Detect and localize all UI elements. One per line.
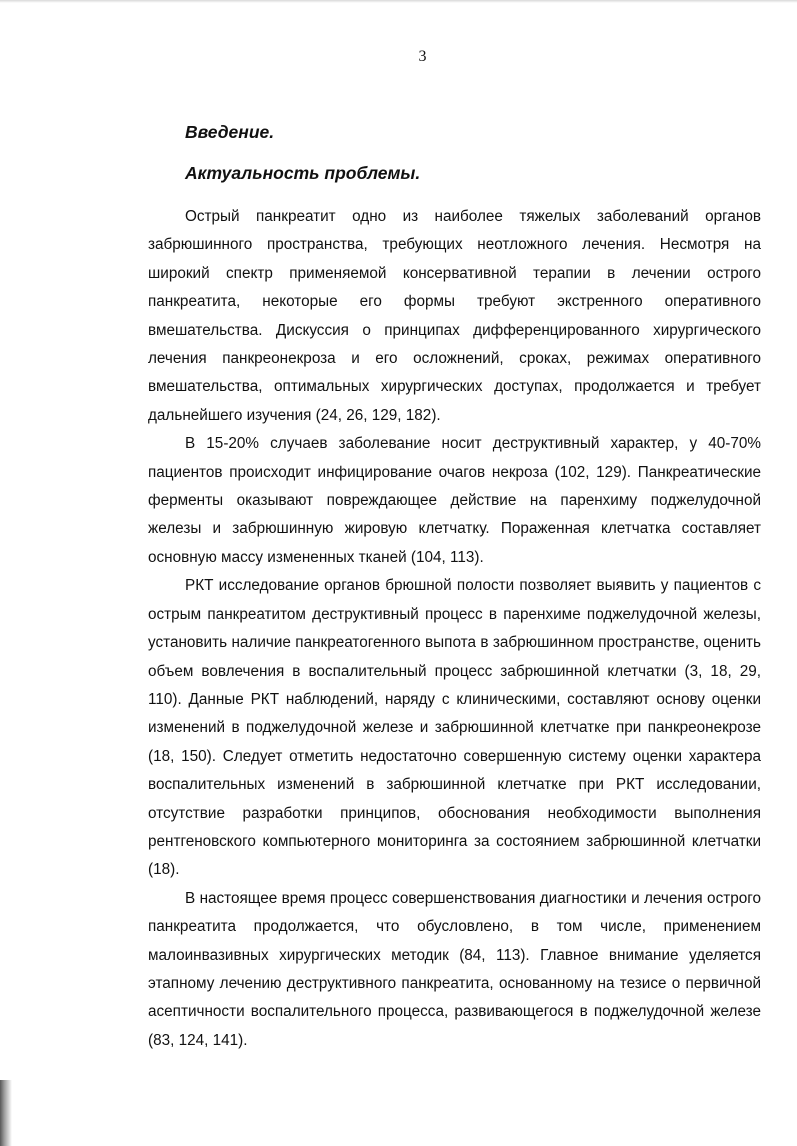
paragraph: В 15-20% случаев заболевание носит деструктивный характер, у 40-70% пациентов происходит инфицирование очагов некроза (102, 129). Панкреатические ферменты оказывают повреждающее действие на паренхиму поджелудочной железы и забрюшинную жировую клетчатку. Пораженная клетчатка составляет основную массу измененных тканей (104, 113). <box>148 435 761 566</box>
paragraph: В настоящее время процесс совершенствования диагностики и лечения острого панкреатита продолжается, что обусловлено, в том числе, применением малоинвазивных хирургических методик (84, 113). Главное внимание уделяется этапному лечению деструктивного панкреатита, основанному на тезисе о первичной асептичности воспалительного процесса, развивающегося в поджелудочной железе (83, 124, 141). <box>148 889 761 1049</box>
page-number: 3 <box>418 48 427 65</box>
scan-shadow-top <box>0 0 797 3</box>
scan-edge-artifact <box>0 1080 12 1146</box>
paragraph: Острый панкреатит одно из наиболее тяжелых заболеваний органов забрюшинного пространства, требующих неотложного лечения. Несмотря на широкий спектр применяемой консервативной терапии в лечении острого панкреатита, некоторые его формы требуют экстренного оперативного вмешательства. Дискуссия о принципах дифференцированного хирургического лечения панкреонекроза и его осложнений, сроках, режимах оперативного вмешательства, оптимальных хирургических доступах, продолжается и требует дальнейшего изучения (24, 26, 129, 182). <box>148 208 761 424</box>
section-heading-introduction: Введение. <box>185 122 275 142</box>
paragraph: РКТ исследование органов брюшной полости позволяет выявить у пациентов с острым панкреатитом деструктивный процесс в паренхиме поджелудочной железы, установить наличие панкреатогенного выпота в забрюшинном пространстве, оценить объем вовлечения в воспалительный процесс забрюшинной клетчатки (3, 18, 29, 110). Данные РКТ наблюдений, наряду с клиническими, составляют основу оценки изменений в поджелудочной железе и забрюшинной клетчатке при панкреонекрозе (18, 150). Следует отметить недостаточно совершенную систему оценки характера воспалительных изменений в забрюшинной клетчатке при РКТ исследовании, отсутствие разработки принципов, обоснования необходимости выполнения рентгеновского компьютерного мониторинга за состоянием забрюшинной клетчатки (18). <box>148 577 761 879</box>
body-text <box>148 203 761 1055</box>
section-heading-relevance: Актуальность проблемы. <box>185 163 421 183</box>
